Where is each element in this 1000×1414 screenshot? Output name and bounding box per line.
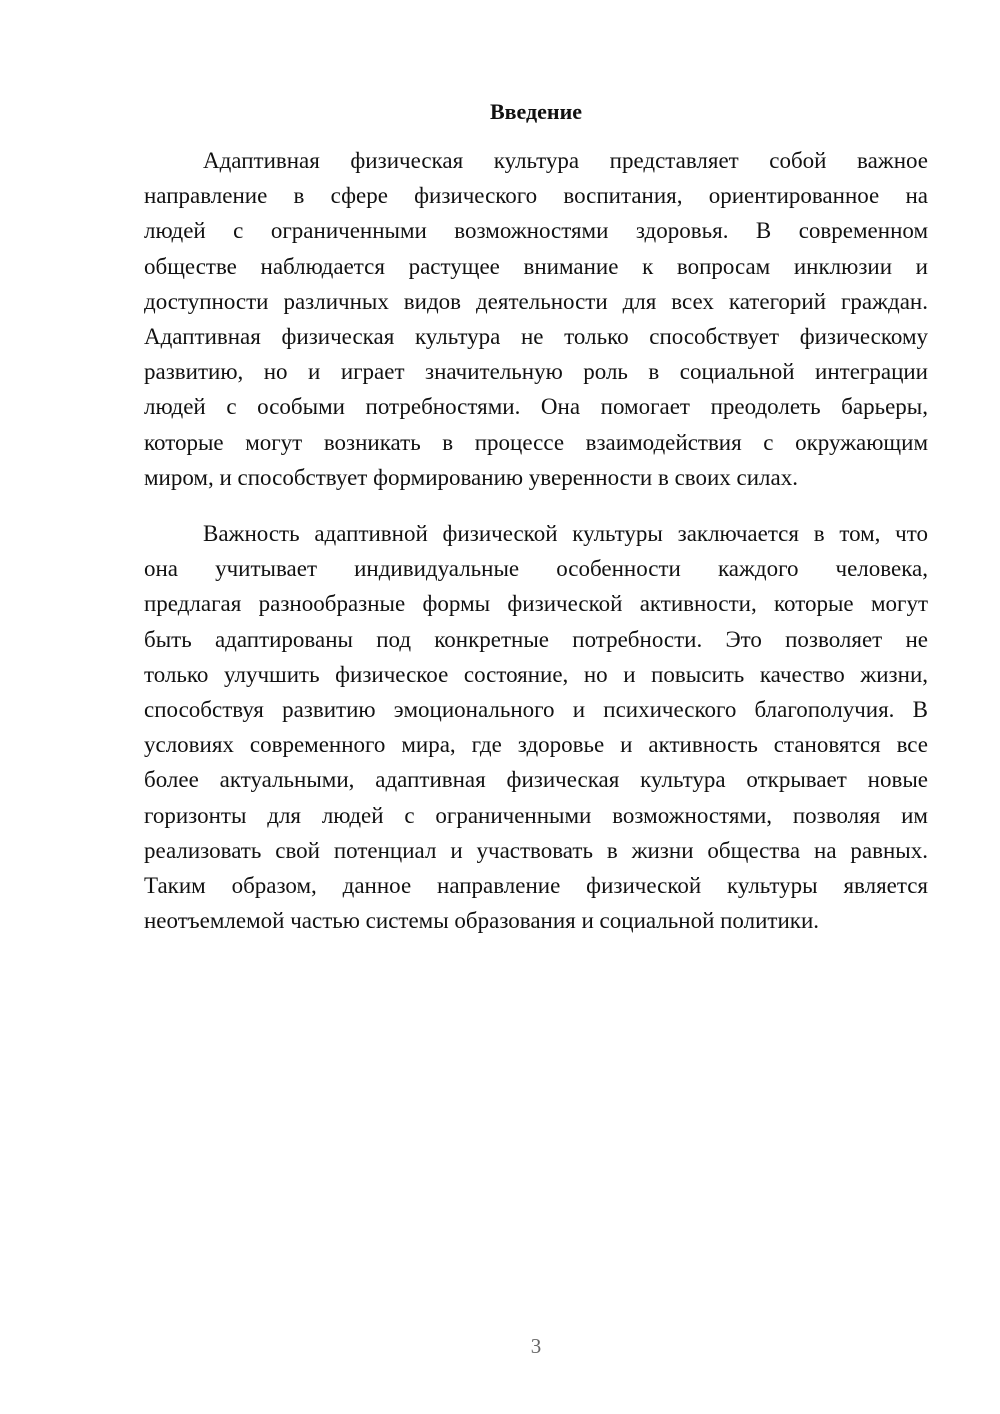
paragraph-line: миром, и способствует формированию уверенности в своих силах. xyxy=(144,464,798,490)
paragraph-line: Таким образом, данное направление физической культуры является xyxy=(144,872,928,898)
paragraph-line: Адаптивная физическая культура представляет собой важное xyxy=(203,148,928,173)
paragraph-line: Адаптивная физическая культура не только способствует физическому xyxy=(144,323,928,349)
section-title: Введение xyxy=(489,99,583,124)
paragraph-line: она учитывает индивидуальные особенности каждого человека, xyxy=(144,556,928,582)
paragraph-line: доступности различных видов деятельности для всех категорий граждан. xyxy=(144,288,928,314)
paragraph-line: быть адаптированы под конкретные потребности. Это позволяет не xyxy=(144,626,928,652)
paragraph-1 xyxy=(144,143,928,495)
paragraph-line: только улучшить физическое состояние, но и повысить качество жизни, xyxy=(144,661,928,687)
paragraph-line: людей с особыми потребностями. Она помогает преодолеть барьеры, xyxy=(144,394,928,420)
paragraph-line: более актуальными, адаптивная физическая культура открывает новые xyxy=(144,767,928,793)
paragraph-line: Важность адаптивной физической культуры заключается в том, что xyxy=(203,521,928,546)
page-number: 3 xyxy=(530,1334,542,1358)
paragraph-line: предлагая разнообразные формы физической активности, которые могут xyxy=(144,591,928,617)
paragraph-2 xyxy=(144,516,928,938)
paragraph-line: реализовать свой потенциал и участвовать в жизни общества на равных. xyxy=(144,837,928,863)
paragraph-line: неотъемлемой частью системы образования и социальной политики. xyxy=(144,908,820,934)
paragraph-line: развитию, но и играет значительную роль в социальной интеграции xyxy=(144,359,928,385)
paragraph-line: людей с ограниченными возможностями здоровья. В современном xyxy=(144,218,928,244)
paragraph-line: направление в сфере физического воспитания, ориентированное на xyxy=(144,183,928,209)
paragraph-line: горизонты для людей с ограниченными возможностями, позволяя им xyxy=(144,802,928,828)
paragraph-line: обществе наблюдается растущее внимание к вопросам инклюзии и xyxy=(144,253,928,279)
paragraph-line: способствуя развитию эмоционального и психического благополучия. В xyxy=(144,696,928,722)
paragraph-line: условиях современного мира, где здоровье и активность становятся все xyxy=(144,732,928,758)
paragraph-line: которые могут возникать в процессе взаимодействия с окружающим xyxy=(144,429,928,455)
